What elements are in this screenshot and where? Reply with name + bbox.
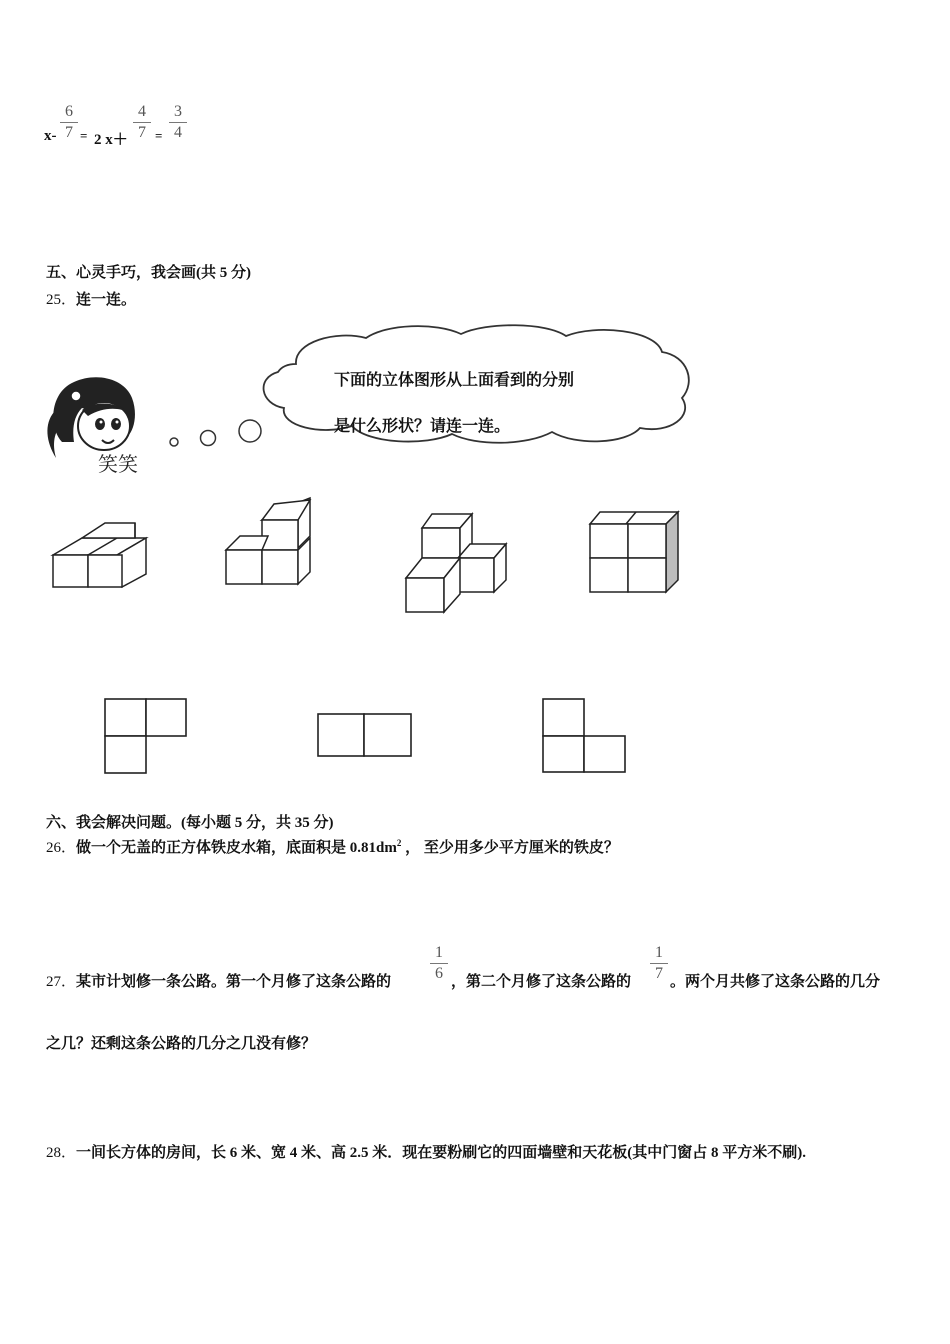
question-text: 某市计划修一条公路。第一个月修了这条公路的 [76, 974, 392, 990]
bubble-text-line-2: 是什么形状？请连一连。 [334, 416, 511, 435]
question-27-line-2: 之几？还剩这条公路的几分之几没有修？ [46, 1036, 317, 1052]
question-28 [46, 1141, 806, 1162]
fraction-3-4 [169, 103, 187, 142]
fraction-4-7 [133, 103, 151, 142]
fraction-6-7 [60, 103, 78, 142]
fraction-denominator: 7 [65, 124, 73, 141]
equals-sign-1: = [80, 128, 88, 143]
fraction-denominator: 6 [435, 965, 443, 982]
cartoon-name-label: 笑笑 [98, 452, 138, 476]
fraction-numerator: 1 [655, 944, 663, 961]
question-25 [46, 288, 136, 309]
section-5-heading: 五、心灵手巧，我会画(共 5 分) [46, 265, 251, 281]
fraction-denominator: 7 [655, 965, 663, 982]
question-27-text-b: ，第二个月修了这条公路的 [451, 974, 632, 990]
question-number: 26． [46, 840, 77, 856]
fraction-denominator: 7 [138, 124, 146, 141]
fraction-1-7 [650, 944, 668, 983]
solid-figure-1 [50, 520, 150, 590]
fraction-numerator: 6 [65, 103, 73, 120]
question-number: 25． [46, 292, 77, 308]
question-text: 一间长方体的房间，长 6 米、宽 4 米、高 2.5 米．现在要粉刷它的四面墙壁和天花板(其中门窗占 8 平方米不刷). [76, 1145, 807, 1161]
question-number: 28． [46, 1145, 77, 1161]
fraction-numerator: 3 [174, 103, 182, 120]
question-27-line-1 [46, 970, 391, 991]
fraction-numerator: 1 [435, 944, 443, 961]
equation-2x-plus: 2 x＋ [94, 132, 128, 148]
question-number: 27． [46, 974, 77, 990]
question-26 [46, 836, 619, 857]
question-text: 连一连。 [76, 292, 137, 308]
solid-figure-3 [402, 510, 512, 616]
equals-sign-2: = [155, 128, 163, 143]
solid-figure-2 [222, 498, 322, 590]
top-view-shape-1 [104, 698, 188, 776]
top-view-shape-3 [541, 698, 629, 776]
question-text: 做一个无盖的正方体铁皮水箱，底面积是 0.81dm [76, 840, 397, 856]
equation-x-minus: x- [44, 128, 57, 144]
thought-bubble-dots-icon [166, 416, 266, 452]
question-27-text-c: 。两个月共修了这条公路的几分 [670, 974, 881, 990]
question-text-end: ， 至少用多少平方厘米的铁皮？ [401, 840, 619, 856]
superscript: 2 [396, 838, 402, 848]
fraction-denominator: 4 [174, 124, 182, 141]
fraction-1-6 [430, 944, 448, 983]
solid-figure-4 [586, 510, 686, 600]
section-6-heading: 六、我会解决问题。(每小题 5 分，共 35 分) [46, 815, 334, 831]
fraction-numerator: 4 [138, 103, 146, 120]
top-view-shape-2 [317, 713, 415, 759]
bubble-text-line-1: 下面的立体图形从上面看到的分别 [334, 370, 575, 389]
